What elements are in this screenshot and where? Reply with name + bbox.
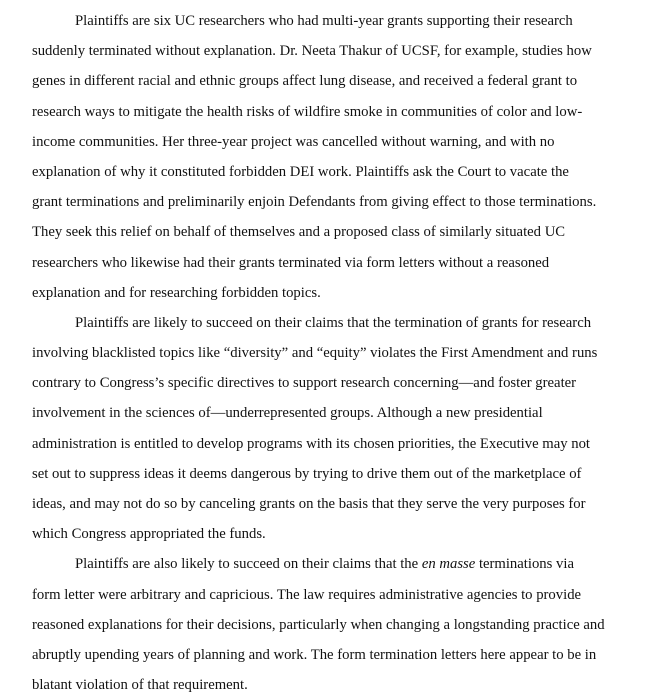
text-run: terminations via bbox=[475, 556, 574, 573]
text-line: form letter were arbitrary and capricious. The law requires administrative agencies to provide bbox=[32, 586, 582, 603]
text-line: explanation and for researching forbidden topics. bbox=[32, 284, 321, 301]
text-line: blatant violation of that requirement. bbox=[32, 677, 248, 694]
text-line: ideas, and may not do so by canceling grants on the basis that they serve the very purposes for bbox=[32, 496, 586, 512]
text-line: genes in different racial and ethnic groups affect lung disease, and received a federal grant to bbox=[32, 73, 578, 90]
paragraph-1 bbox=[32, 6, 630, 308]
paragraph-2 bbox=[32, 308, 630, 550]
text-line: contrary to Congress’s specific directives to support research concerning—and foster greater bbox=[32, 375, 577, 392]
text-line: grant terminations and preliminarily enjoin Defendants from giving effect to those terminations. bbox=[32, 194, 597, 211]
text-line: set out to suppress ideas it deems dangerous by trying to drive them out of the marketplace of bbox=[32, 465, 582, 482]
text-line: They seek this relief on behalf of themselves and a proposed class of similarly situated UC bbox=[32, 224, 566, 241]
text-line-first bbox=[32, 549, 630, 579]
text-line: reasoned explanations for their decisions, particularly when changing a longstanding practice and bbox=[32, 616, 605, 633]
text-line: involving blacklisted topics like “diversity” and “equity” violates the First Amendment and runs bbox=[32, 345, 598, 362]
text-line: Plaintiffs are six UC researchers who had multi-year grants supporting their research bbox=[75, 13, 573, 29]
text-line: research ways to mitigate the health risks of wildfire smoke in communities of color and low- bbox=[32, 103, 583, 120]
text-run: Plaintiffs are also likely to succeed on their claims that the bbox=[75, 556, 422, 573]
text-line: explanation of why it constituted forbidden DEI work. Plaintiffs ask the Court to vacate the bbox=[32, 163, 569, 180]
document-page bbox=[32, 6, 630, 700]
text-line: administration is entitled to develop programs with its chosen priorities, the Executive may not bbox=[32, 435, 591, 452]
text-line: income communities. Her three-year project was cancelled without warning, and with no bbox=[32, 133, 555, 150]
text-line: researchers who likewise had their grants terminated via form letters without a reasoned bbox=[32, 254, 550, 271]
paragraph-3 bbox=[32, 549, 630, 700]
text-line: suddenly terminated without explanation. Dr. Neeta Thakur of UCSF, for example, studies how bbox=[32, 43, 592, 60]
italic-phrase: en masse bbox=[421, 556, 476, 573]
text-line: Plaintiffs are likely to succeed on their claims that the termination of grants for research bbox=[75, 314, 592, 331]
text-line: involvement in the sciences of—underrepresented groups. Although a new presidential bbox=[32, 405, 543, 422]
text-line: which Congress appropriated the funds. bbox=[32, 526, 266, 543]
text-line: abruptly upending years of planning and work. The form termination letters here appear to be in bbox=[32, 646, 597, 663]
